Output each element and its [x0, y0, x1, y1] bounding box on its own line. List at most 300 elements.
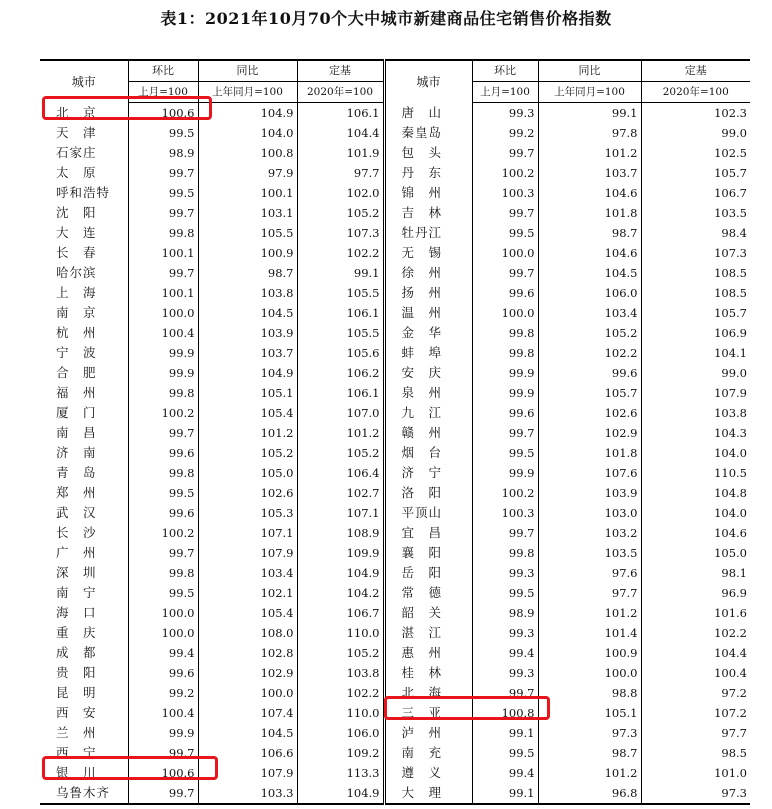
- city-name-cell-right: 金 华: [384, 323, 472, 343]
- city-name-cell-left: 上 海: [56, 285, 97, 300]
- header-mom-right: 环比: [472, 60, 538, 82]
- table-row: [40, 683, 750, 703]
- yoy-value-cell-left: 107.4: [198, 703, 297, 723]
- city-name-cell-right: 平顶山: [384, 503, 472, 523]
- yoy-value-cell-right: 97.6: [538, 563, 641, 583]
- table-row: [40, 263, 750, 283]
- fixed-value-cell-left: 109.9: [297, 543, 384, 563]
- table-row: [40, 143, 750, 163]
- mom-value-cell-left: 100.0: [128, 623, 198, 643]
- yoy-value-cell-left: 104.9: [198, 363, 297, 383]
- yoy-value-cell-right: 96.8: [538, 783, 641, 804]
- yoy-value-cell-right: 101.2: [538, 143, 641, 163]
- mom-value-cell-right: 99.3: [472, 663, 538, 683]
- fixed-value-cell-left: 104.2: [297, 583, 384, 603]
- header-yoy-right: 同比: [538, 60, 641, 82]
- mom-value-cell-right: 99.8: [472, 343, 538, 363]
- yoy-value-cell-right: 98.7: [538, 223, 641, 243]
- mom-value-cell-left: 99.2: [128, 683, 198, 703]
- mom-value-cell-left: 99.7: [128, 743, 198, 763]
- city-name-cell-right: 泉 州: [384, 383, 472, 403]
- mom-value-cell-right: 99.5: [472, 743, 538, 763]
- city-name-cell-right: 宜 昌: [384, 523, 472, 543]
- city-name-cell-left: 深 圳: [56, 565, 97, 580]
- fixed-value-cell-right: 104.3: [641, 423, 750, 443]
- yoy-value-cell-right: 105.7: [538, 383, 641, 403]
- fixed-value-cell-left: 102.2: [297, 683, 384, 703]
- mom-value-cell-left: 99.6: [128, 443, 198, 463]
- city-name-cell-right: 九 江: [384, 403, 472, 423]
- fixed-value-cell-right: 101.6: [641, 603, 750, 623]
- mom-value-cell-right: 100.2: [472, 163, 538, 183]
- fixed-value-cell-left: 99.1: [297, 263, 384, 283]
- mom-value-cell-right: 100.3: [472, 503, 538, 523]
- fixed-value-cell-right: 102.2: [641, 623, 750, 643]
- table-row: [40, 583, 750, 603]
- city-name-cell-left: 成 都: [56, 645, 97, 660]
- city-name-cell-right: 锦 州: [384, 183, 472, 203]
- header-city-left: 城市: [40, 60, 128, 103]
- city-name-cell-right: 烟 台: [384, 443, 472, 463]
- table-row: [40, 383, 750, 403]
- yoy-value-cell-right: 102.2: [538, 343, 641, 363]
- fixed-value-cell-left: 104.9: [297, 783, 384, 804]
- city-name-cell-right: 温 州: [384, 303, 472, 323]
- mom-value-cell-right: 99.3: [472, 563, 538, 583]
- fixed-value-cell-right: 107.2: [641, 703, 750, 723]
- mom-value-cell-left: 100.2: [128, 523, 198, 543]
- fixed-value-cell-left: 106.0: [297, 723, 384, 743]
- yoy-value-cell-left: 102.8: [198, 643, 297, 663]
- mom-value-cell-left: 99.9: [128, 363, 198, 383]
- header-fixed-right: 定基: [641, 60, 750, 82]
- table-row: [40, 703, 750, 723]
- city-name-cell-right: 南 充: [384, 743, 472, 763]
- city-name-cell-right: 徐 州: [384, 263, 472, 283]
- city-name-cell-right: 桂 林: [384, 663, 472, 683]
- fixed-value-cell-right: 104.1: [641, 343, 750, 363]
- mom-value-cell-left: 100.1: [128, 243, 198, 263]
- mom-value-cell-right: 99.3: [472, 623, 538, 643]
- mom-value-cell-left: 99.6: [128, 663, 198, 683]
- city-name-cell-right: 丹 东: [384, 163, 472, 183]
- mom-value-cell-left: 99.5: [128, 583, 198, 603]
- mom-value-cell-right: 99.8: [472, 543, 538, 563]
- yoy-value-cell-left: 104.5: [198, 303, 297, 323]
- mom-value-cell-right: 100.2: [472, 483, 538, 503]
- mom-value-cell-left: 99.7: [128, 163, 198, 183]
- table-row: [40, 723, 750, 743]
- city-name-cell-left: 郑 州: [56, 485, 97, 500]
- table-row: [40, 563, 750, 583]
- table-row: [40, 743, 750, 763]
- mom-value-cell-left: 99.4: [128, 643, 198, 663]
- table-row: [40, 763, 750, 783]
- yoy-value-cell-right: 105.1: [538, 703, 641, 723]
- yoy-value-cell-left: 97.9: [198, 163, 297, 183]
- table-body: [40, 103, 750, 805]
- yoy-value-cell-left: 107.9: [198, 763, 297, 783]
- yoy-value-cell-left: 108.0: [198, 623, 297, 643]
- yoy-value-cell-left: 98.7: [198, 263, 297, 283]
- fixed-value-cell-right: 105.0: [641, 543, 750, 563]
- city-name-cell-right: 安 庆: [384, 363, 472, 383]
- fixed-value-cell-left: 102.7: [297, 483, 384, 503]
- yoy-value-cell-right: 103.2: [538, 523, 641, 543]
- yoy-value-cell-right: 98.7: [538, 743, 641, 763]
- yoy-value-cell-left: 102.6: [198, 483, 297, 503]
- fixed-value-cell-right: 110.5: [641, 463, 750, 483]
- yoy-value-cell-left: 106.6: [198, 743, 297, 763]
- city-name-cell-right: 常 德: [384, 583, 472, 603]
- fixed-value-cell-right: 104.4: [641, 643, 750, 663]
- city-name-cell-left: 石家庄: [56, 145, 97, 160]
- city-name-cell-right: 唐 山: [384, 103, 472, 124]
- city-name-cell-left: 兰 州: [56, 725, 97, 740]
- yoy-value-cell-left: 104.0: [198, 123, 297, 143]
- mom-value-cell-left: 99.8: [128, 563, 198, 583]
- city-name-cell-left: 太 原: [56, 165, 97, 180]
- header-fixed-base-left: 2020年=100: [297, 82, 384, 103]
- yoy-value-cell-right: 100.0: [538, 663, 641, 683]
- yoy-value-cell-left: 100.9: [198, 243, 297, 263]
- header-city-right: 城市: [384, 60, 472, 103]
- header-fixed-base-right: 2020年=100: [641, 82, 750, 103]
- mom-value-cell-left: 99.9: [128, 343, 198, 363]
- yoy-value-cell-right: 101.2: [538, 763, 641, 783]
- yoy-value-cell-left: 103.8: [198, 283, 297, 303]
- yoy-value-cell-left: 104.5: [198, 723, 297, 743]
- city-name-cell-right: 秦皇岛: [384, 123, 472, 143]
- fixed-value-cell-left: 106.1: [297, 383, 384, 403]
- mom-value-cell-right: 99.1: [472, 783, 538, 804]
- table-row: [40, 623, 750, 643]
- city-name-cell-right: 韶 关: [384, 603, 472, 623]
- mom-value-cell-left: 99.7: [128, 543, 198, 563]
- mom-value-cell-left: 99.7: [128, 203, 198, 223]
- table-row: [40, 463, 750, 483]
- fixed-value-cell-left: 106.1: [297, 103, 384, 124]
- city-name-cell-right: 三 亚: [384, 703, 472, 723]
- fixed-value-cell-left: 104.9: [297, 563, 384, 583]
- table-row: [40, 303, 750, 323]
- table-row: [40, 443, 750, 463]
- fixed-value-cell-right: 99.0: [641, 123, 750, 143]
- city-name-cell-left: 武 汉: [56, 505, 97, 520]
- header-mom-base-left: 上月=100: [128, 82, 198, 103]
- mom-value-cell-left: 100.6: [128, 103, 198, 124]
- fixed-value-cell-left: 106.2: [297, 363, 384, 383]
- mom-value-cell-left: 100.4: [128, 323, 198, 343]
- city-name-cell-left: 青 岛: [56, 465, 97, 480]
- city-name-cell-left: 厦 门: [56, 405, 97, 420]
- fixed-value-cell-left: 107.0: [297, 403, 384, 423]
- table-row: [40, 163, 750, 183]
- fixed-value-cell-right: 105.7: [641, 163, 750, 183]
- mom-value-cell-right: 99.7: [472, 143, 538, 163]
- fixed-value-cell-right: 108.5: [641, 283, 750, 303]
- table-title: 表1：2021年10月70个大中城市新建商品住宅销售价格指数: [160, 9, 612, 28]
- city-name-cell-left: 昆 明: [56, 685, 97, 700]
- city-name-cell-left: 哈尔滨: [56, 265, 97, 280]
- table-row: [40, 183, 750, 203]
- fixed-value-cell-left: 101.2: [297, 423, 384, 443]
- fixed-value-cell-left: 101.9: [297, 143, 384, 163]
- mom-value-cell-left: 99.8: [128, 223, 198, 243]
- table-row: [40, 363, 750, 383]
- yoy-value-cell-right: 103.9: [538, 483, 641, 503]
- fixed-value-cell-left: 97.7: [297, 163, 384, 183]
- fixed-value-cell-right: 102.5: [641, 143, 750, 163]
- table-row: [40, 503, 750, 523]
- mom-value-cell-left: 99.7: [128, 423, 198, 443]
- mom-value-cell-left: 99.5: [128, 483, 198, 503]
- yoy-value-cell-right: 97.3: [538, 723, 641, 743]
- yoy-value-cell-left: 100.1: [198, 183, 297, 203]
- fixed-value-cell-left: 103.8: [297, 663, 384, 683]
- fixed-value-cell-left: 108.9: [297, 523, 384, 543]
- fixed-value-cell-left: 113.3: [297, 763, 384, 783]
- city-name-cell-right: 济 宁: [384, 463, 472, 483]
- mom-value-cell-right: 99.5: [472, 583, 538, 603]
- fixed-value-cell-right: 104.0: [641, 503, 750, 523]
- yoy-value-cell-left: 102.1: [198, 583, 297, 603]
- yoy-value-cell-right: 103.5: [538, 543, 641, 563]
- yoy-value-cell-left: 103.3: [198, 783, 297, 804]
- fixed-value-cell-left: 107.3: [297, 223, 384, 243]
- yoy-value-cell-right: 107.6: [538, 463, 641, 483]
- yoy-value-cell-right: 104.5: [538, 263, 641, 283]
- city-name-cell-left: 宁 波: [56, 345, 97, 360]
- yoy-value-cell-left: 105.3: [198, 503, 297, 523]
- fixed-value-cell-left: 105.2: [297, 203, 384, 223]
- mom-value-cell-left: 99.6: [128, 503, 198, 523]
- fixed-value-cell-left: 102.2: [297, 243, 384, 263]
- yoy-value-cell-right: 102.9: [538, 423, 641, 443]
- mom-value-cell-left: 100.6: [128, 763, 198, 783]
- city-name-cell-left: 海 口: [56, 605, 97, 620]
- mom-value-cell-right: 100.8: [472, 703, 538, 723]
- city-name-cell-right: 无 锡: [384, 243, 472, 263]
- table-row: [40, 403, 750, 423]
- yoy-value-cell-left: 104.9: [198, 103, 297, 124]
- yoy-value-cell-right: 101.8: [538, 443, 641, 463]
- table-row: [40, 283, 750, 303]
- table-row: [40, 523, 750, 543]
- mom-value-cell-right: 99.4: [472, 763, 538, 783]
- header-yoy-base-left: 上年同月=100: [198, 82, 297, 103]
- yoy-value-cell-right: 97.7: [538, 583, 641, 603]
- city-name-cell-left: 济 南: [56, 445, 97, 460]
- yoy-value-cell-right: 103.7: [538, 163, 641, 183]
- header-yoy-left: 同比: [198, 60, 297, 82]
- fixed-value-cell-right: 99.0: [641, 363, 750, 383]
- city-name-cell-left: 重 庆: [56, 625, 97, 640]
- mom-value-cell-left: 100.4: [128, 703, 198, 723]
- city-name-cell-right: 扬 州: [384, 283, 472, 303]
- city-name-cell-left: 乌鲁木齐: [40, 783, 128, 804]
- city-name-cell-right: 泸 州: [384, 723, 472, 743]
- fixed-value-cell-right: 97.3: [641, 783, 750, 804]
- header-fixed-left: 定基: [297, 60, 384, 82]
- fixed-value-cell-left: 105.2: [297, 643, 384, 663]
- city-name-cell-right: 湛 江: [384, 623, 472, 643]
- mom-value-cell-right: 99.9: [472, 363, 538, 383]
- fixed-value-cell-right: 105.7: [641, 303, 750, 323]
- fixed-value-cell-right: 96.9: [641, 583, 750, 603]
- yoy-value-cell-right: 100.9: [538, 643, 641, 663]
- table-row: [40, 783, 750, 804]
- table-row: [40, 323, 750, 343]
- yoy-value-cell-left: 105.5: [198, 223, 297, 243]
- fixed-value-cell-left: 102.0: [297, 183, 384, 203]
- mom-value-cell-right: 99.6: [472, 403, 538, 423]
- yoy-value-cell-right: 99.6: [538, 363, 641, 383]
- yoy-value-cell-left: 105.0: [198, 463, 297, 483]
- table-row: [40, 243, 750, 263]
- yoy-value-cell-right: 104.6: [538, 243, 641, 263]
- city-name-cell-left: 西 安: [56, 705, 97, 720]
- table-row: [40, 543, 750, 563]
- price-index-table: [40, 59, 750, 805]
- mom-value-cell-right: 100.3: [472, 183, 538, 203]
- table-row: [40, 123, 750, 143]
- yoy-value-cell-right: 98.8: [538, 683, 641, 703]
- table-row: [40, 483, 750, 503]
- city-name-cell-right: 包 头: [384, 143, 472, 163]
- city-name-cell-right: 襄 阳: [384, 543, 472, 563]
- city-name-cell-left: 西 宁: [56, 745, 97, 760]
- yoy-value-cell-right: 106.0: [538, 283, 641, 303]
- yoy-value-cell-left: 107.1: [198, 523, 297, 543]
- fixed-value-cell-right: 104.0: [641, 443, 750, 463]
- yoy-value-cell-right: 101.4: [538, 623, 641, 643]
- yoy-value-cell-left: 105.4: [198, 403, 297, 423]
- city-name-cell-left: 长 沙: [56, 525, 97, 540]
- fixed-value-cell-right: 102.3: [641, 103, 750, 124]
- mom-value-cell-left: 100.0: [128, 603, 198, 623]
- mom-value-cell-right: 99.7: [472, 263, 538, 283]
- city-name-cell-left: 天 津: [56, 125, 97, 140]
- yoy-value-cell-left: 103.9: [198, 323, 297, 343]
- yoy-value-cell-left: 107.9: [198, 543, 297, 563]
- table-row: [40, 203, 750, 223]
- yoy-value-cell-left: 102.9: [198, 663, 297, 683]
- header-yoy-base-right: 上年同月=100: [538, 82, 641, 103]
- fixed-value-cell-right: 104.8: [641, 483, 750, 503]
- fixed-value-cell-right: 103.8: [641, 403, 750, 423]
- fixed-value-cell-left: 107.1: [297, 503, 384, 523]
- table-row: [40, 103, 750, 124]
- city-name-cell-left: 贵 阳: [56, 665, 97, 680]
- city-name-cell-right: 牡丹江: [384, 223, 472, 243]
- mom-value-cell-right: 99.8: [472, 323, 538, 343]
- fixed-value-cell-left: 109.2: [297, 743, 384, 763]
- table-row: [40, 663, 750, 683]
- yoy-value-cell-right: 103.0: [538, 503, 641, 523]
- mom-value-cell-left: 98.9: [128, 143, 198, 163]
- yoy-value-cell-left: 105.1: [198, 383, 297, 403]
- fixed-value-cell-right: 98.4: [641, 223, 750, 243]
- fixed-value-cell-right: 98.5: [641, 743, 750, 763]
- mom-value-cell-right: 98.9: [472, 603, 538, 623]
- yoy-value-cell-right: 101.8: [538, 203, 641, 223]
- city-name-cell-left: 沈 阳: [56, 205, 97, 220]
- table-row: [40, 423, 750, 443]
- fixed-value-cell-right: 108.5: [641, 263, 750, 283]
- mom-value-cell-left: 99.5: [128, 123, 198, 143]
- city-name-cell-left: 长 春: [56, 245, 97, 260]
- mom-value-cell-right: 99.7: [472, 423, 538, 443]
- city-name-cell-right: 吉 林: [384, 203, 472, 223]
- city-name-cell-right: 赣 州: [384, 423, 472, 443]
- mom-value-cell-left: 99.5: [128, 183, 198, 203]
- city-name-cell-right: 大 理: [384, 783, 472, 804]
- table-row: [40, 643, 750, 663]
- yoy-value-cell-left: 103.7: [198, 343, 297, 363]
- city-name-cell-left: 北 京: [56, 104, 97, 120]
- mom-value-cell-right: 99.5: [472, 443, 538, 463]
- city-name-cell-left: 银 川: [56, 765, 97, 780]
- yoy-value-cell-left: 105.4: [198, 603, 297, 623]
- mom-value-cell-right: 99.9: [472, 383, 538, 403]
- fixed-value-cell-left: 105.2: [297, 443, 384, 463]
- mom-value-cell-right: 99.7: [472, 683, 538, 703]
- yoy-value-cell-left: 103.4: [198, 563, 297, 583]
- table-row: [40, 343, 750, 363]
- yoy-value-cell-right: 105.2: [538, 323, 641, 343]
- fixed-value-cell-right: 103.5: [641, 203, 750, 223]
- city-name-cell-left: 呼和浩特: [56, 185, 111, 200]
- city-name-cell-right: 洛 阳: [384, 483, 472, 503]
- yoy-value-cell-left: 100.0: [198, 683, 297, 703]
- mom-value-cell-left: 99.8: [128, 463, 198, 483]
- fixed-value-cell-right: 107.9: [641, 383, 750, 403]
- mom-value-cell-left: 99.9: [128, 723, 198, 743]
- city-name-cell-right: 岳 阳: [384, 563, 472, 583]
- mom-value-cell-right: 99.9: [472, 463, 538, 483]
- city-name-cell-left: 南 昌: [56, 425, 97, 440]
- mom-value-cell-right: 100.0: [472, 303, 538, 323]
- city-name-cell-left: 合 肥: [56, 365, 97, 380]
- city-name-cell-right: 惠 州: [384, 643, 472, 663]
- yoy-value-cell-right: 97.8: [538, 123, 641, 143]
- mom-value-cell-right: 99.4: [472, 643, 538, 663]
- yoy-value-cell-right: 101.2: [538, 603, 641, 623]
- yoy-value-cell-left: 100.8: [198, 143, 297, 163]
- fixed-value-cell-right: 106.7: [641, 183, 750, 203]
- mom-value-cell-right: 99.7: [472, 523, 538, 543]
- fixed-value-cell-left: 105.5: [297, 283, 384, 303]
- fixed-value-cell-left: 106.4: [297, 463, 384, 483]
- fixed-value-cell-left: 104.4: [297, 123, 384, 143]
- yoy-value-cell-right: 99.1: [538, 103, 641, 124]
- yoy-value-cell-left: 105.2: [198, 443, 297, 463]
- mom-value-cell-left: 100.0: [128, 303, 198, 323]
- mom-value-cell-left: 99.8: [128, 383, 198, 403]
- city-name-cell-right: 北 海: [384, 683, 472, 703]
- fixed-value-cell-right: 100.4: [641, 663, 750, 683]
- fixed-value-cell-left: 105.6: [297, 343, 384, 363]
- mom-value-cell-right: 99.6: [472, 283, 538, 303]
- yoy-value-cell-left: 103.1: [198, 203, 297, 223]
- city-name-cell-right: 蚌 埠: [384, 343, 472, 363]
- mom-value-cell-left: 99.7: [128, 783, 198, 804]
- fixed-value-cell-left: 106.1: [297, 303, 384, 323]
- yoy-value-cell-right: 104.6: [538, 183, 641, 203]
- mom-value-cell-right: 100.0: [472, 243, 538, 263]
- yoy-value-cell-right: 102.6: [538, 403, 641, 423]
